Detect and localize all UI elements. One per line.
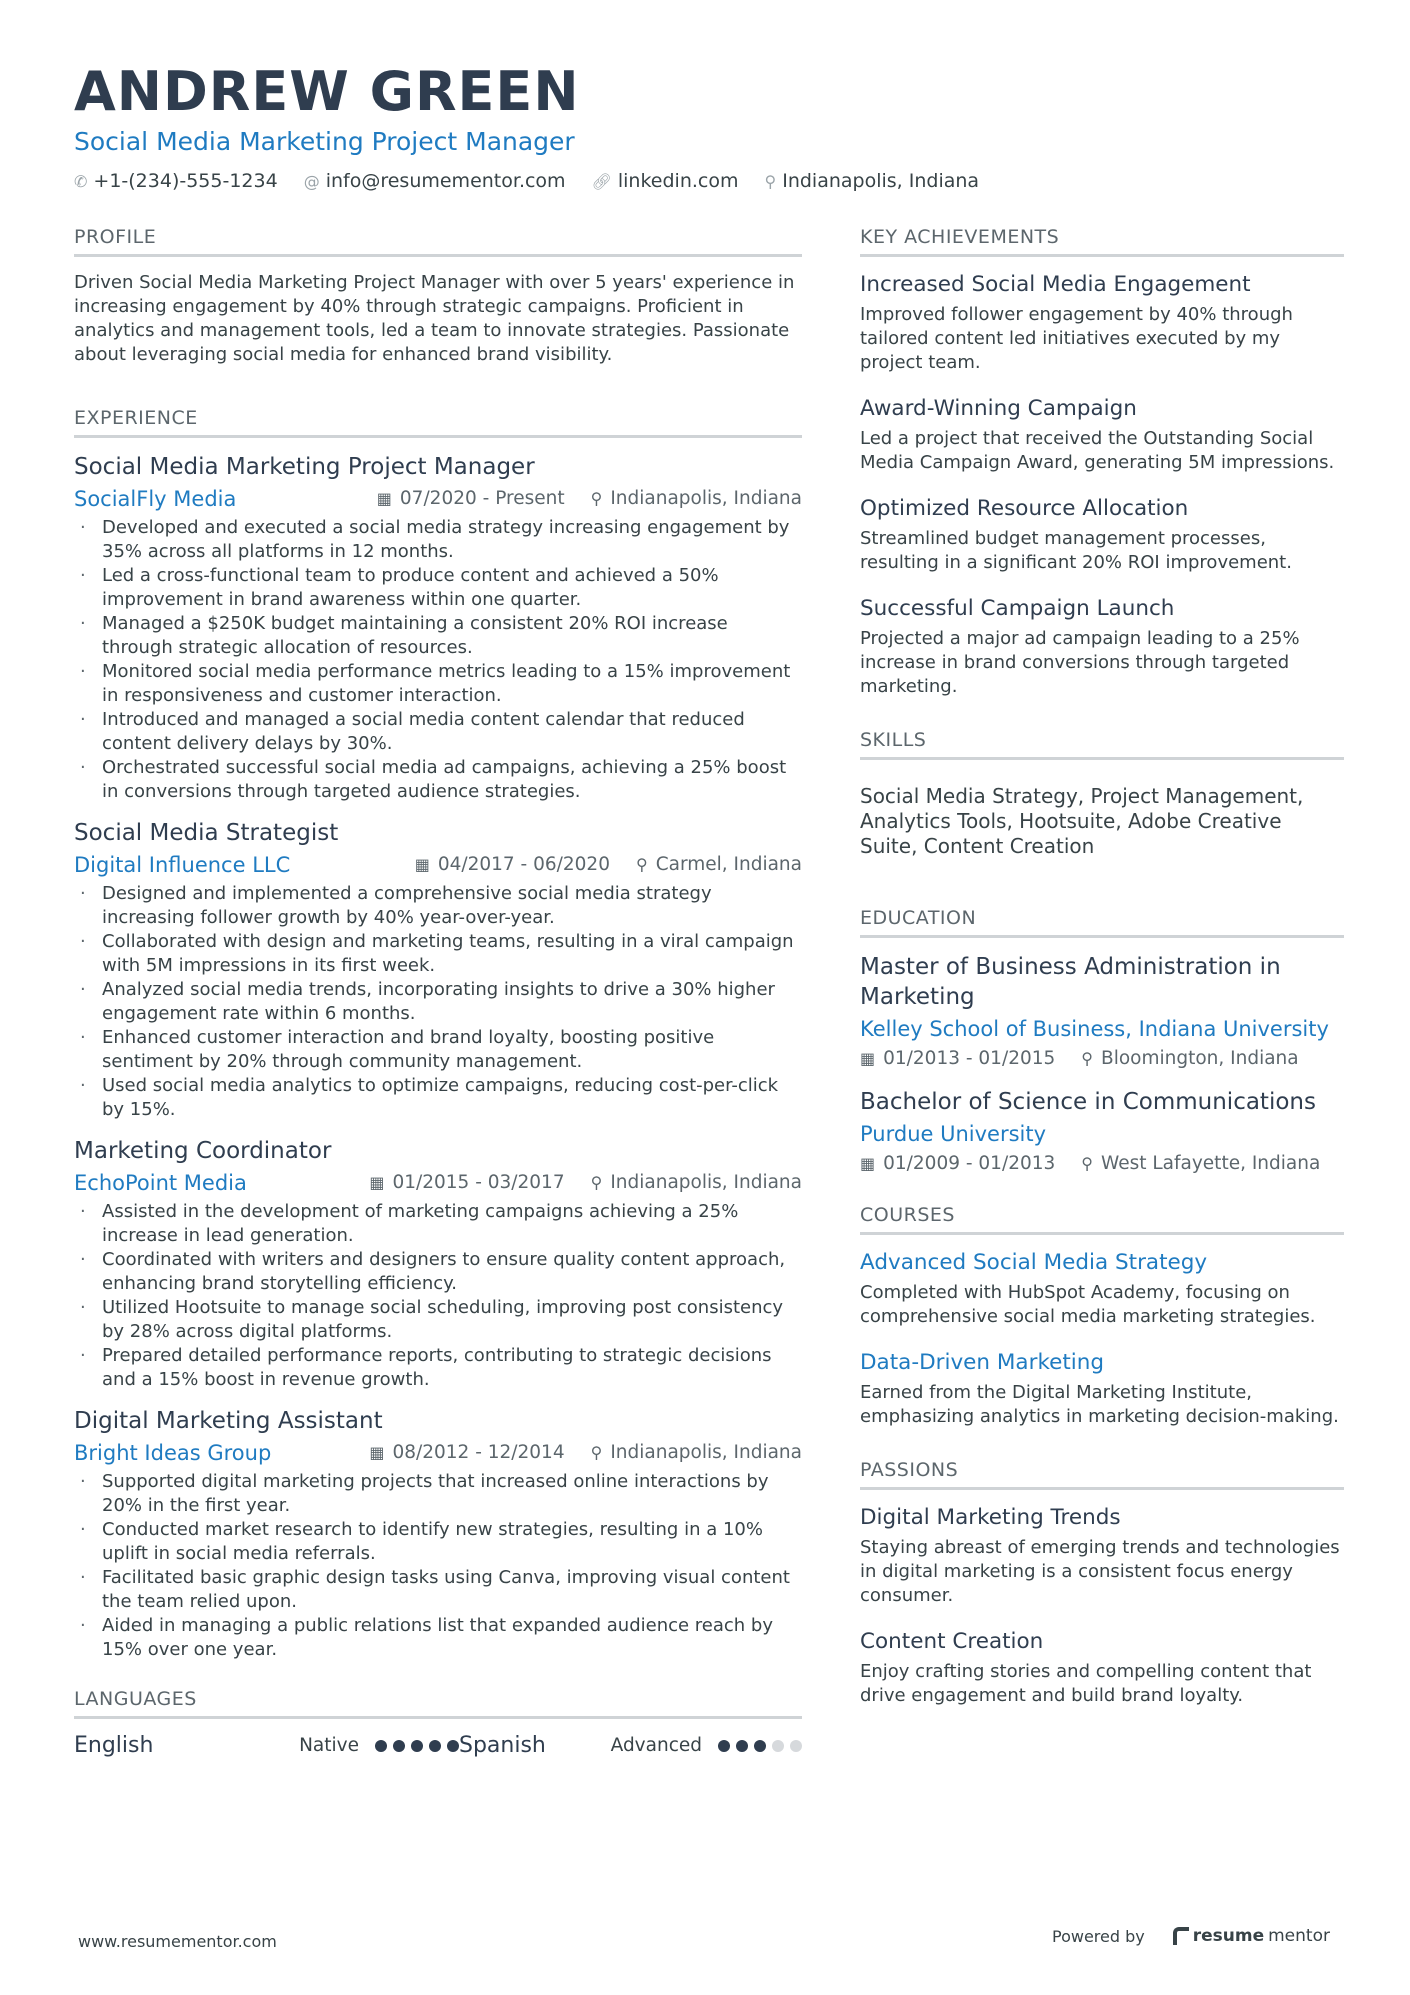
brand-bold: resume — [1192, 1926, 1265, 1946]
bullet-item: · Analyzed social media trends, incorporating insights to drive a 30% higher engagement rate within 6 months. — [74, 978, 802, 1026]
job-location — [591, 1170, 802, 1196]
rating-dot — [447, 1740, 459, 1752]
experience-item — [74, 1406, 802, 1662]
rating-dot — [754, 1740, 766, 1752]
language-rating — [375, 1740, 459, 1752]
at-icon: @ — [303, 171, 320, 191]
location-pin-icon: ⚲ — [590, 1173, 603, 1192]
achievement-title: Successful Campaign Launch — [860, 596, 1175, 621]
bullet-item: · Designed and implemented a comprehensive social media strategy increasing follower growth by 40% year-over-year. — [74, 882, 802, 930]
experience-item — [74, 818, 802, 1122]
bullet-item: · Coordinated with writers and designers to ensure quality content approach, enhancing brand storytelling efficiency. — [74, 1248, 802, 1296]
achievement-title: Award-Winning Campaign — [860, 396, 1137, 421]
job-location-text: Indianapolis, Indiana — [610, 1442, 802, 1463]
experience-item — [74, 452, 802, 804]
bullet-item: · Monitored social media performance metrics leading to a 15% improvement in responsiveness and customer interaction. — [74, 660, 802, 708]
achievement-item — [860, 395, 1344, 475]
education-meta — [860, 1048, 1344, 1069]
passion-title: Content Creation — [860, 1629, 1044, 1654]
job-location — [591, 1440, 802, 1466]
job-location-text: Indianapolis, Indiana — [610, 1172, 802, 1193]
rating-dot — [772, 1740, 784, 1752]
phone-icon: ✆ — [74, 171, 88, 191]
contact-location — [765, 170, 980, 192]
location-pin-icon: ⚲ — [590, 489, 603, 508]
profile-summary: Driven Social Media Marketing Project Manager with over 5 years' experience in increasing engagement by 40% through strategic campaigns. Proficient in analytics and management tools, led a team to innovate strategies. Passionate about leveraging social media for enhanced brand visibility. — [74, 272, 795, 365]
job-dates — [377, 486, 565, 512]
education-dates — [860, 1048, 1055, 1069]
bullet-item: · Aided in managing a public relations list that expanded audience reach by 15% over one year. — [74, 1614, 802, 1662]
languages-list — [74, 1733, 802, 1758]
job-title: Social Media Marketing Project Manager — [74, 454, 535, 480]
company-name: SocialFly Media — [74, 487, 237, 511]
language-name: Spanish — [459, 1733, 546, 1758]
job-bullets — [74, 882, 802, 1122]
job-title: Digital Marketing Assistant — [74, 1408, 383, 1434]
calendar-icon: ▦ — [369, 1443, 385, 1462]
location-pin-icon: ⚲ — [764, 171, 777, 191]
experience-heading: EXPERIENCE — [74, 407, 802, 438]
candidate-title: Social Media Marketing Project Manager — [74, 127, 575, 156]
job-bullets — [74, 1470, 802, 1662]
school-name: Purdue University — [860, 1122, 1047, 1146]
achievement-description: Projected a major ad campaign leading to a 25% increase in brand conversions through targeted marketing. — [860, 628, 1300, 697]
bullet-item: · Facilitated basic graphic design tasks using Canva, improving visual content the team relied upon. — [74, 1566, 802, 1614]
education-meta — [860, 1153, 1344, 1174]
bullet-item: · Conducted market research to identify new strategies, resulting in a 10% uplift in social media referrals. — [74, 1518, 802, 1566]
bullet-item: · Enhanced customer interaction and brand loyalty, boosting positive sentiment by 20% through community management. — [74, 1026, 802, 1074]
passion-description: Staying abreast of emerging trends and technologies in digital marketing is a consistent focus energy consumer. — [860, 1537, 1340, 1606]
achievement-description: Improved follower engagement by 40% through tailored content led initiatives executed by my project team. — [860, 304, 1293, 373]
job-bullets — [74, 1200, 802, 1392]
left-column — [74, 226, 802, 1758]
education-location — [1081, 1048, 1298, 1069]
location-pin-icon: ⚲ — [1081, 1154, 1093, 1173]
experience-list — [74, 452, 802, 1662]
job-location — [591, 486, 802, 512]
job-dates — [415, 852, 610, 878]
languages-heading: LANGUAGES — [74, 1688, 802, 1719]
company-name: EchoPoint Media — [74, 1171, 247, 1195]
language-level: Native — [299, 1735, 359, 1756]
bullet-item: · Used social media analytics to optimize campaigns, reducing cost-per-click by 15%. — [74, 1074, 802, 1122]
contact-email[interactable] — [304, 170, 566, 192]
job-dates-text: 07/2020 - Present — [399, 488, 565, 509]
achievement-description: Streamlined budget management processes, resulting in a significant 20% ROI improvement. — [860, 528, 1292, 573]
education-dates-text: 01/2013 - 01/2015 — [883, 1048, 1056, 1069]
job-bullets — [74, 516, 802, 804]
location-text: Indianapolis, Indiana — [782, 170, 980, 192]
resume-header — [74, 60, 1344, 192]
profile-heading: PROFILE — [74, 226, 802, 257]
brand-rest: mentor — [1268, 1926, 1330, 1946]
achievement-item — [860, 271, 1344, 375]
job-location — [636, 852, 802, 878]
job-dates-text: 08/2012 - 12/2014 — [392, 1442, 565, 1463]
contact-bar — [74, 170, 1344, 192]
job-location-text: Indianapolis, Indiana — [610, 488, 802, 509]
rating-dot — [411, 1740, 423, 1752]
job-dates-text: 01/2015 - 03/2017 — [392, 1172, 565, 1193]
language-name: English — [74, 1733, 154, 1758]
job-meta — [74, 852, 802, 878]
degree: Bachelor of Science in Communications — [860, 1089, 1316, 1115]
course-description: Earned from the Digital Marketing Institute, emphasizing analytics in marketing decision-making. — [860, 1382, 1339, 1427]
education-location-text: West Lafayette, Indiana — [1101, 1153, 1321, 1174]
achievements-heading: KEY ACHIEVEMENTS — [860, 226, 1344, 257]
course-item — [860, 1349, 1344, 1429]
course-title: Data-Driven Marketing — [860, 1350, 1105, 1375]
link-icon: 🔗︎ — [591, 171, 612, 191]
degree: Master of Business Administration in Marketing — [860, 954, 1281, 1010]
achievement-description: Led a project that received the Outstanding Social Media Campaign Award, generating 5M impressions. — [860, 428, 1335, 473]
rating-dot — [375, 1740, 387, 1752]
company-name: Digital Influence LLC — [74, 853, 291, 877]
candidate-name: ANDREW GREEN — [74, 60, 580, 123]
language-item — [459, 1733, 802, 1758]
job-dates-text: 04/2017 - 06/2020 — [437, 854, 610, 875]
rating-dot — [736, 1740, 748, 1752]
bullet-item: · Assisted in the development of marketing campaigns achieving a 25% increase in lead generation. — [74, 1200, 802, 1248]
bullet-item: · Orchestrated successful social media ad campaigns, achieving a 25% boost in conversions through targeted audience strategies. — [74, 756, 802, 804]
education-location — [1081, 1153, 1320, 1174]
education-item — [860, 1087, 1344, 1174]
calendar-icon: ▦ — [414, 855, 430, 874]
course-description: Completed with HubSpot Academy, focusing on comprehensive social media marketing strategies. — [860, 1282, 1316, 1327]
rating-dot — [393, 1740, 405, 1752]
rating-dot — [429, 1740, 441, 1752]
job-title: Social Media Strategist — [74, 820, 339, 846]
rating-dot — [790, 1740, 802, 1752]
bullet-item: · Developed and executed a social media strategy increasing engagement by 35% across all platforms in 12 months. — [74, 516, 802, 564]
achievement-title: Optimized Resource Allocation — [860, 496, 1189, 521]
language-level: Advanced — [610, 1735, 702, 1756]
education-location-text: Bloomington, Indiana — [1101, 1048, 1299, 1069]
contact-linkedin[interactable] — [592, 170, 739, 192]
calendar-icon: ▦ — [860, 1154, 876, 1173]
location-pin-icon: ⚲ — [1081, 1049, 1093, 1068]
language-rating — [718, 1740, 802, 1752]
achievement-item — [860, 595, 1344, 699]
passions-list — [860, 1504, 1344, 1708]
bullet-item: · Led a cross-functional team to produce content and achieved a 50% improvement in brand awareness within one quarter. — [74, 564, 802, 612]
job-title: Marketing Coordinator — [74, 1138, 332, 1164]
location-pin-icon: ⚲ — [590, 1443, 603, 1462]
experience-item — [74, 1136, 802, 1392]
language-item — [74, 1733, 459, 1758]
passion-description: Enjoy crafting stories and compelling content that drive engagement and build brand loyalty. — [860, 1661, 1312, 1706]
calendar-icon: ▦ — [860, 1049, 876, 1068]
footer-branding — [1052, 1926, 1330, 1946]
bullet-item: · Utilized Hootsuite to manage social scheduling, improving post consistency by 28% across digital platforms. — [74, 1296, 802, 1344]
calendar-icon: ▦ — [376, 489, 392, 508]
courses-list — [860, 1249, 1344, 1429]
education-dates — [860, 1153, 1055, 1174]
footer-website[interactable]: www.resumementor.com — [78, 1932, 277, 1951]
resumementor-logo-icon — [1173, 1927, 1189, 1945]
courses-heading: COURSES — [860, 1204, 1344, 1235]
education-item — [860, 952, 1344, 1069]
location-pin-icon: ⚲ — [635, 855, 648, 874]
job-meta — [74, 1440, 802, 1466]
school-name: Kelley School of Business, Indiana University — [860, 1017, 1329, 1041]
bullet-item: · Supported digital marketing projects that increased online interactions by 20% in the first year. — [74, 1470, 802, 1518]
bullet-item: · Collaborated with design and marketing teams, resulting in a viral campaign with 5M impressions in its first week. — [74, 930, 802, 978]
bullet-item: · Introduced and managed a social media content calendar that reduced content delivery delays by 30%. — [74, 708, 802, 756]
achievement-title: Increased Social Media Engagement — [860, 272, 1251, 297]
achievement-item — [860, 495, 1344, 575]
company-name: Bright Ideas Group — [74, 1441, 272, 1465]
email-text: info@resumementor.com — [325, 170, 566, 192]
education-dates-text: 01/2009 - 01/2013 — [883, 1153, 1056, 1174]
passion-title: Digital Marketing Trends — [860, 1505, 1121, 1530]
contact-phone[interactable] — [74, 170, 278, 192]
education-list — [860, 952, 1344, 1174]
powered-by-text: Powered by — [1052, 1926, 1145, 1946]
job-dates — [369, 1170, 564, 1196]
achievements-list — [860, 271, 1344, 699]
job-location-text: Carmel, Indiana — [655, 854, 802, 875]
bullet-item: · Managed a $250K budget maintaining a consistent 20% ROI increase through strategic allocation of resources. — [74, 612, 802, 660]
bullet-item: · Prepared detailed performance reports, contributing to strategic decisions and a 15% boost in revenue growth. — [74, 1344, 802, 1392]
job-meta — [74, 1170, 802, 1196]
course-item — [860, 1249, 1344, 1329]
passion-item — [860, 1628, 1344, 1708]
calendar-icon: ▦ — [369, 1173, 385, 1192]
job-dates — [369, 1440, 564, 1466]
right-column — [860, 226, 1344, 1728]
linkedin-text: linkedin.com — [617, 170, 739, 192]
phone-text: +1-(234)-555-1234 — [93, 170, 278, 192]
passions-heading: PASSIONS — [860, 1459, 1344, 1490]
resumementor-logo[interactable] — [1173, 1926, 1330, 1946]
job-meta — [74, 486, 802, 512]
course-title: Advanced Social Media Strategy — [860, 1250, 1208, 1275]
rating-dot — [718, 1740, 730, 1752]
passion-item — [860, 1504, 1344, 1608]
skills-text: Social Media Strategy, Project Management, Analytics Tools, Hootsuite, Adobe Creative Suite, Content Creation — [860, 784, 1304, 858]
skills-heading: SKILLS — [860, 729, 1344, 760]
education-heading: EDUCATION — [860, 907, 1344, 938]
